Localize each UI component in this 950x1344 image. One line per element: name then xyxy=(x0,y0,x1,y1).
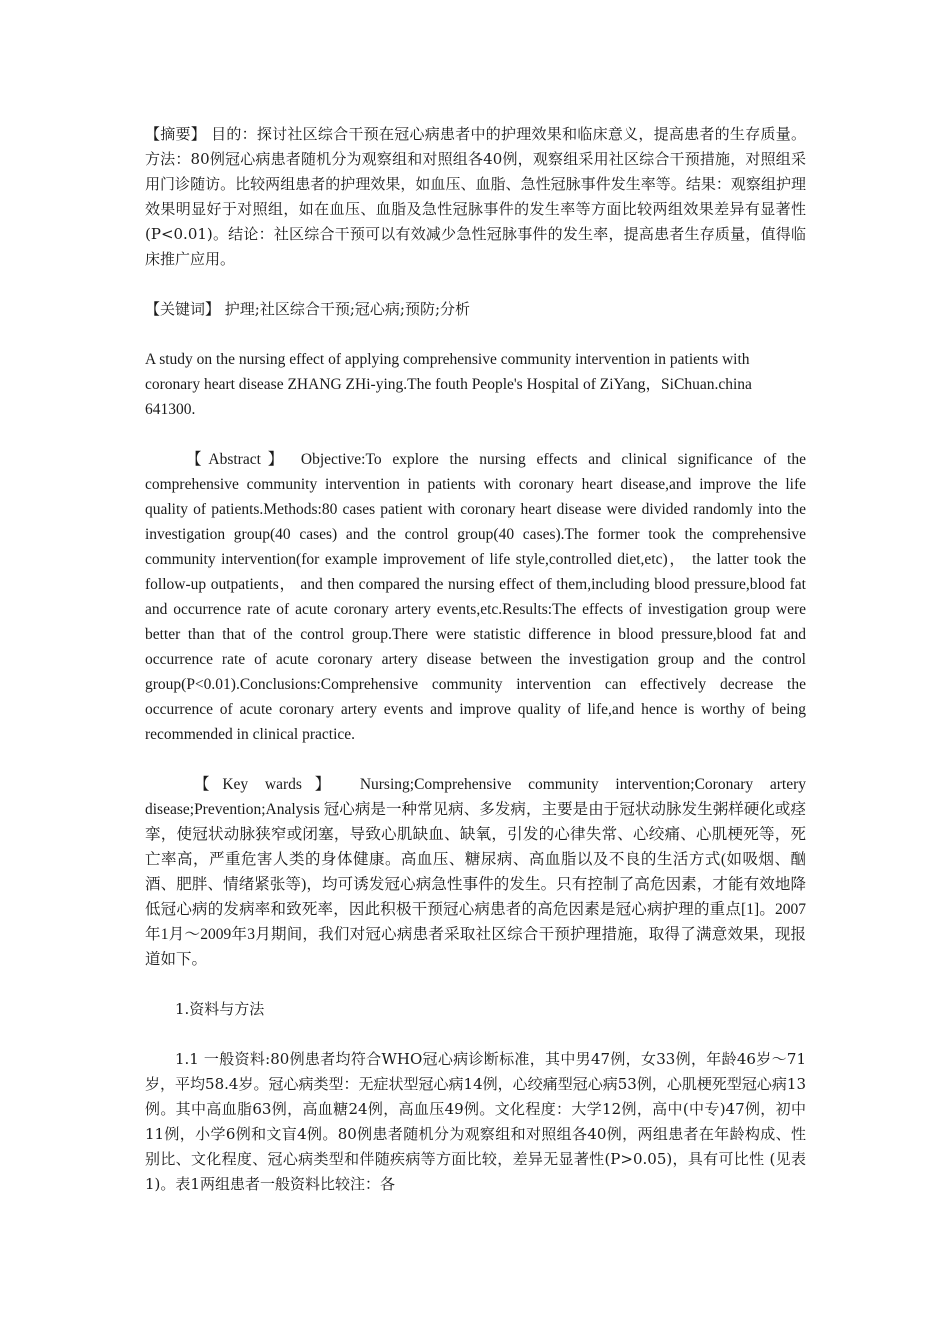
abstract-cn xyxy=(145,122,806,272)
abstract-en xyxy=(145,447,806,747)
keywords-en-label: 【Key wards】 xyxy=(194,776,344,793)
document-page xyxy=(145,122,806,1197)
keywords-en-text: Nursing;Comprehensive community intervention;Coronary artery disease;Prevention;Analysis 冠心病是一种常见病、多发病，主要是由于冠状动脉发生粥样硬化或痉挛，使冠状动脉狭窄或闭塞，导致心肌缺血、缺氧，引发的心律失常、心绞痛、心肌梗死等，死亡率高，严重危害人类的身体健康。高血压、糖尿病、高血脂以及不良的生活方式(如吸烟、酗酒、肥胖、情绪紧张等)，均可诱发冠心病急性事件的发生。只有控制了高危因素，才能有效地降低冠心病的发病率和致死率，因此积极干预冠心病患者的高危因素是冠心病护理的重点[1]。2007年1月～2009年3月期间，我们对冠心病患者采取社区综合干预护理措施，取得了满意效果，现报道如下。 xyxy=(145,776,806,968)
abstract-en-label: 【Abstract】 xyxy=(186,451,291,468)
section-heading: 1.资料与方法 xyxy=(175,1000,265,1018)
abstract-en-text: Objective:To explore the nursing effects and clinical significance of the comprehensive community intervention in patients with coronary heart disease,and improve the life quality of patients.Methods:80 cases patient with coronary heart disease were divided randomly into the investigation group(40 cases) and the control group(40 cases).The former took the comprehensive community intervention(for example improvement of life style,controlled diet,etc)， the latter took the follow-up outpatients， and then compared the nursing effect of them,including blood pressure,blood fat and occurrence rate of acute coronary artery events,etc.Results:The effects of investigation group were better than that of the control group.There were statistic difference in blood pressure,blood fat and occurrence rate of acute coronary artery disease between the investigation group and the control group(P<0.01).Conclusions:Comprehensive community intervention can effectively decrease the occurrence of acute coronary artery events and improve quality of life,and hence is worthy of being recommended in clinical practice. xyxy=(145,451,806,743)
english-title: A study on the nursing effect of applying comprehensive community intervention in patients with coronary heart disease ZHANG ZHi-ying.The fouth People's Hospital of ZiYang，SiChuan.china 641300. xyxy=(145,351,752,418)
keywords-cn xyxy=(145,297,806,322)
keywords-cn-text: 护理;社区综合干预;冠心病;预防;分析 xyxy=(220,300,471,318)
keywords-cn-label: 【关键词】 xyxy=(145,300,221,318)
abstract-cn-text: 目的：探讨社区综合干预在冠心病患者中的护理效果和临床意义，提高患者的生存质量。方法：80例冠心病患者随机分为观察组和对照组各40例，观察组采用社区综合干预措施，对照组采用门诊随访。比较两组患者的护理效果，如血压、血脂、急性冠脉事件发生率等。结果：观察组护理效果明显好于对照组，如在血压、血脂及急性冠脉事件的发生率等方面比较两组效果差异有显著性(P<0.01)。结论：社区综合干预可以有效减少急性冠脉事件的发生率，提高患者生存质量，值得临床推广应用。 xyxy=(145,125,806,268)
abstract-cn-label: 【摘要】 xyxy=(145,125,207,143)
keywords-en-intro xyxy=(145,772,806,972)
section-1-1-paragraph: 1.1 一般资料:80例患者均符合WHO冠心病诊断标准，其中男47例，女33例，年龄46岁～71岁，平均58.4岁。冠心病类型：无症状型冠心病14例，心绞痛型冠心病53例，心肌梗死型冠心病13例。其中高血脂63例，高血糖24例，高血压49例。文化程度：大学12例，高中(中专)47例，初中11例，小学6例和文盲4例。80例患者随机分为观察组和对照组各40例，两组患者在年龄构成、性别比、文化程度、冠心病类型和伴随疾病等方面比较，差异无显著性(P>0.05)，具有可比性 (见表1)。表1两组患者一般资料比较注：各 xyxy=(145,1050,806,1193)
